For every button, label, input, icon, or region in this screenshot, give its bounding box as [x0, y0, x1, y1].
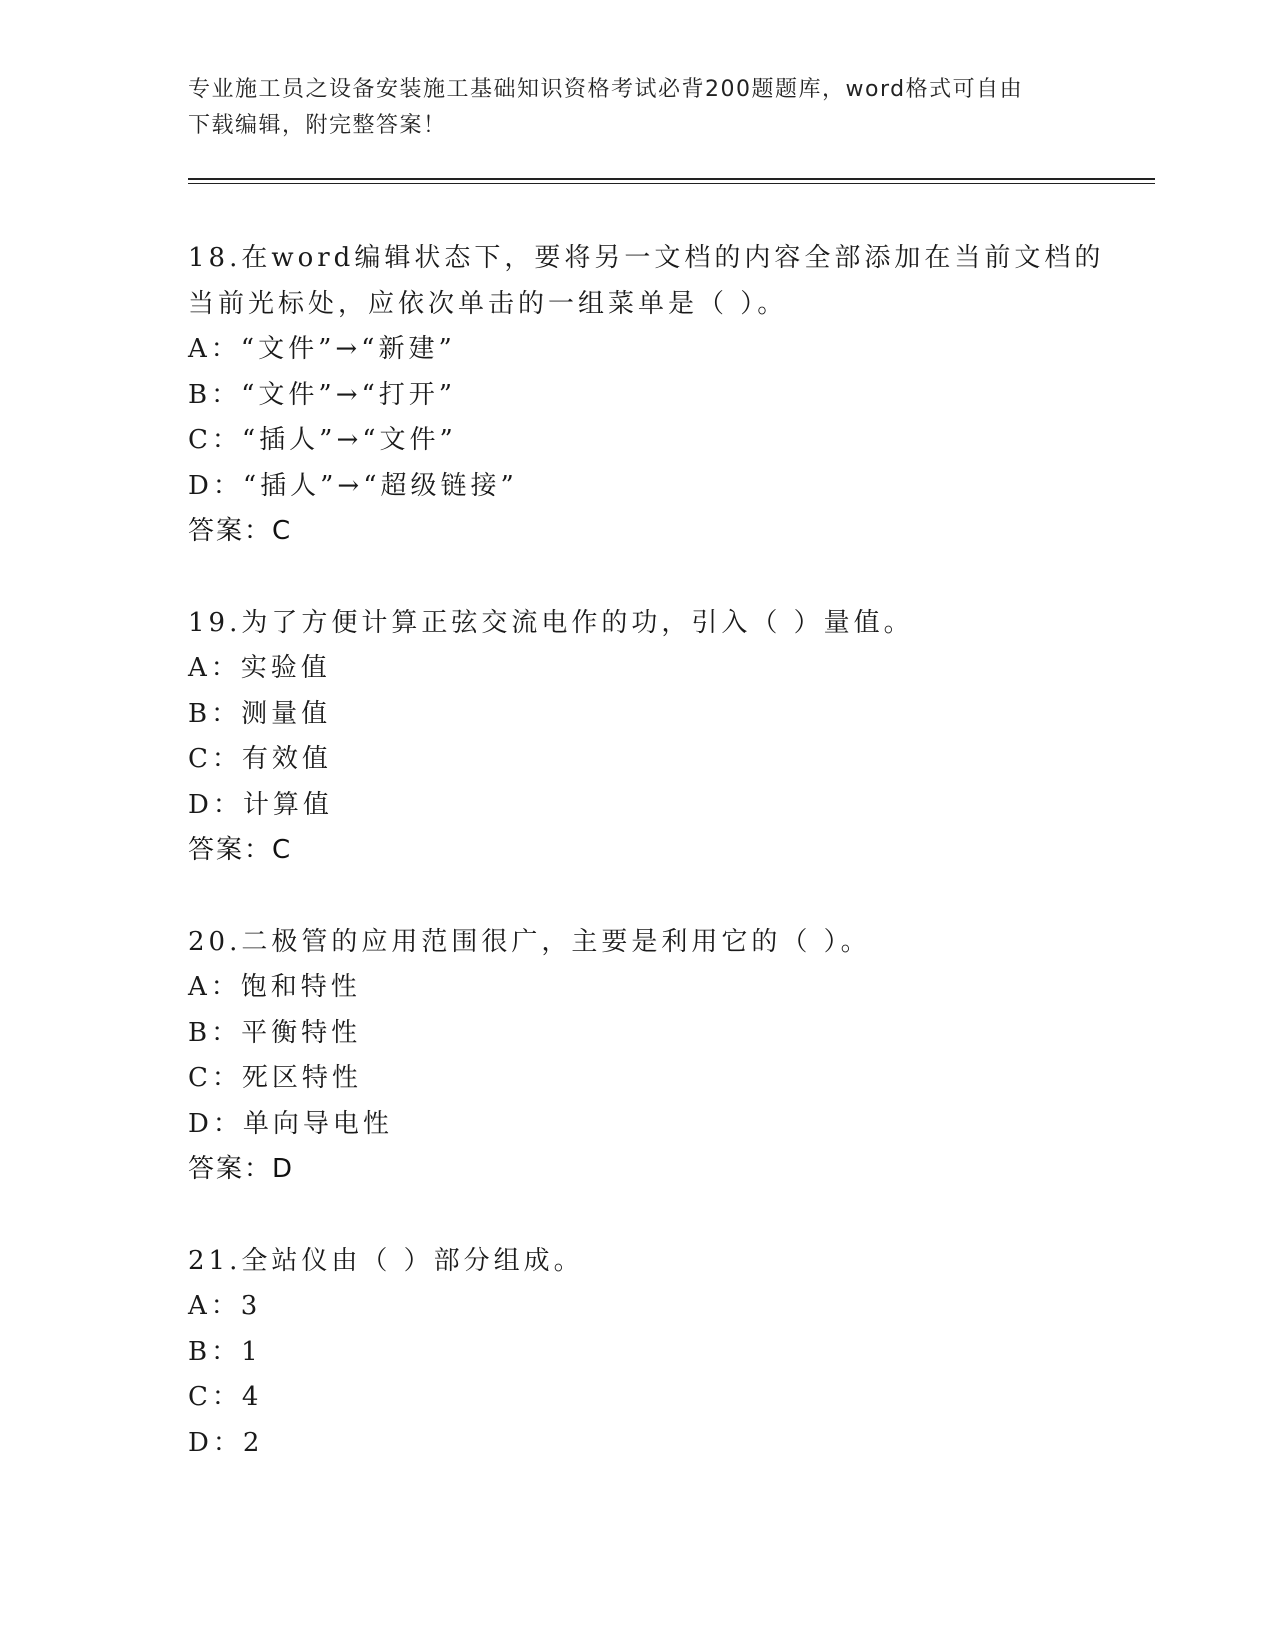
option-d: D：计算值 — [188, 789, 333, 820]
question-18 — [188, 236, 1105, 555]
question-19 — [188, 601, 1088, 874]
option-d: D：“插人”→“超级链接” — [188, 470, 518, 501]
header-line-2: 下载编辑，附完整答案！ — [188, 113, 447, 138]
question-stem: 21.全站仪由（ ）部分组成。 — [188, 1245, 584, 1276]
header-divider-thick — [188, 178, 1155, 180]
question-21 — [188, 1239, 1088, 1467]
option-b: B：测量值 — [188, 698, 332, 729]
header-line-1: 专业施工员之设备安装施工基础知识资格考试必背200题题库，word格式可自由 — [188, 77, 1024, 102]
option-c: C：“插人”→“文件” — [188, 425, 457, 455]
option-a: A：实验值 — [188, 653, 331, 683]
option-d: D：2 — [188, 1427, 264, 1458]
question-stem: 18.在word编辑状态下，要将另一文档的内容全部添加在当前文档的 — [188, 243, 1105, 273]
document-header — [188, 72, 1088, 144]
header-divider-thin — [188, 183, 1155, 184]
option-c: C：有效值 — [188, 744, 332, 774]
option-a: A：饱和特性 — [188, 972, 361, 1002]
option-a: A：3 — [188, 1291, 262, 1321]
option-d: D：单向导电性 — [188, 1108, 393, 1139]
question-list — [188, 236, 1105, 1512]
answer: 答案：C — [188, 835, 293, 865]
question-stem: 20.二极管的应用范围很广，主要是利用它的（ ）。 — [188, 926, 871, 957]
option-b: B：1 — [188, 1336, 262, 1367]
option-b: B：平衡特性 — [188, 1017, 362, 1048]
option-c: C：4 — [188, 1382, 263, 1412]
question-stem-continued: 当前光标处，应依次单击的一组菜单是（ ）。 — [188, 288, 788, 319]
answer: 答案：C — [188, 516, 293, 546]
answer: 答案：D — [188, 1154, 295, 1184]
question-20 — [188, 920, 1088, 1193]
option-a: A：“文件”→“新建” — [188, 334, 456, 364]
question-stem: 19.为了方便计算正弦交流电作的功，引入（ ）量值。 — [188, 607, 914, 638]
option-b: B：“文件”→“打开” — [188, 379, 457, 410]
option-c: C：死区特性 — [188, 1063, 362, 1093]
